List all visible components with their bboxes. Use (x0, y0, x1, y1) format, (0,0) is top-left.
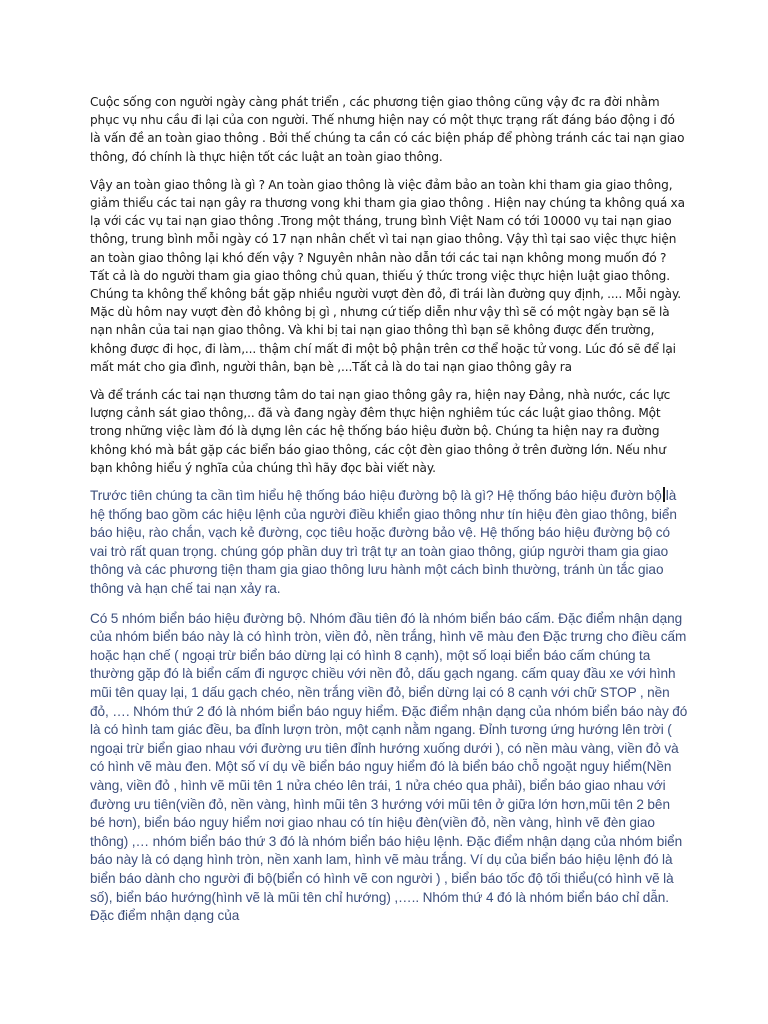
text-cursor (663, 487, 665, 502)
paragraph-what-is-traffic-safety: Vậy an toàn giao thông là gì ? An toàn giao thông là việc đảm bảo an toàn khi tham gia giao thông, giảm thiểu các tai nạn gây ra thương vong khi tham gia giao thông . Hiện nay chúng ta không quá xa lạ với các vụ tai nạn giao thông .Trong một tháng, trung bình Việt Nam có tới 10000 vụ tai nạn giao thông, trung bình mỗi ngày có 17 nạn nhân chết vì tai nạn giao thông. Vậy thì tại sao việc thực hiện an toàn giao thông lại khó đến vậy ? Nguyên nhân nào dẫn tới các tai nạn không mong muốn đó ? Tất cả là do người tham gia giao thông chủ quan, thiếu ý thức trong việc thực hiện luật giao thông. Chúng ta không thể không bắt gặp nhiều người vượt đèn đỏ, đi trái làn đường quy định, .... Mỗi ngày. Mặc dù hôm nay vượt đèn đỏ không bị gì , nhưng cứ tiếp diễn như vậy thì sẽ có một ngày bạn sẽ là nạn nhân của tai nạn giao thông. Và khi bị tai nạn giao thông thì bạn sẽ không được đến trường, không được đi học, đi làm,... thậm chí mất đi một bộ phận trên cơ thể hoặc tử vong. Lúc đó sẽ để lại mất mát cho gia đình, người thân, bạn bè ,...Tất cả là do tai nạn giao thông gây ra (90, 177, 685, 374)
paragraph-signal-system-text-end: là hệ thống bao gồm các hiệu lệnh của người điều khiển giao thông như tín hiệu đèn giao thông, biển báo hiệu, rào chắn, vạch kẻ đường, cọc tiêu hoặc đường bảo vệ. Hệ thống báo hiệu đường bộ có vai trò rất quan trọng. chúng góp phần duy trì trật tự an toàn giao thông, giúp người tham gia giao thông và các phương tiện tham gia giao thông lưu hành một cách bình thường, tránh ùn tắc giao thông và hạn chế tai nạn xảy ra. (90, 488, 677, 597)
paragraph-prevention: Và để tránh các tai nạn thương tâm do tai nạn giao thông gây ra, hiện nay Đảng, nhà nước, các lực lượng cảnh sát giao thông,.. đã và đang ngày đêm thực hiện nghiêm túc các luật giao thông. Một trong những việc làm đó là dựng lên các hệ thống báo hiệu đườn bộ. Chúng ta hiện nay ra đường không khó mà bắt gặp các biển báo giao thông, các cột đèn giao thông ở trên đường lớn. Nếu như bạn không hiểu ý nghĩa của chúng thì hãy đọc bài viết này. (90, 388, 671, 475)
paragraph-signal-system-text-start: Trước tiên chúng ta cần tìm hiểu hệ thống báo hiệu đường bộ là gì? Hệ thống báo hiệu đườn bộ (90, 488, 662, 504)
paragraph-signal-system[interactable] (90, 487, 688, 599)
paragraph-sign-groups: Có 5 nhóm biển báo hiệu đường bộ. Nhóm đầu tiên đó là nhóm biển báo cấm. Đặc điểm nhận dạng của nhóm biển báo này là có hình tròn, viền đỏ, nền trắng, hình vẽ màu đen Đặc trưng cho điều cấm hoặc hạn chế ( ngoại trừ biển báo dừng lại có hình 8 cạnh), một số loại biển báo cấm chúng ta thường gặp đó là biển cấm đi ngược chiều với nền đỏ, dấu gạch ngang. cấm quay đầu xe với hình mũi tên quay lại, 1 dấu gạch chéo, nền trắng viền đỏ, biển dừng lại có 8 cạnh với chữ STOP , nền đỏ, …. Nhóm thứ 2 đó là nhóm biển báo nguy hiểm. Đặc điểm nhận dạng của nhóm biển báo này đó là có hình tam giác đều, ba đỉnh lượn tròn, một cạnh nằm ngang. Đỉnh tương ứng hướng lên trời ( ngoại trừ biển giao nhau với đường ưu tiên đỉnh hướng xuống dưới ), có nền màu vàng, viền đỏ và có hình vẽ màu đen. Một số ví dụ về biển báo nguy hiểm đó là biển báo chỗ ngoặt nguy hiểm(Nền vàng, viền đỏ , hình vẽ mũi tên 1 nửa chéo lên trái, 1 nửa chéo qua phải), biển báo giao nhau với đường ưu tiên(viền đỏ, nền vàng, hình mũi tên 3 hướng với mũi tên ở giữa lớn hơn,mũi tên 2 bên bé hơn), biển báo nguy hiểm nơi giao nhau có tín hiệu đèn(viền đỏ, nền vàng, hình vẽ đèn giao thông) ,… nhóm biển báo thứ 3 đó là nhóm biển báo hiệu lệnh. Đặc điểm nhận dạng của nhóm biển báo này là có dạng hình tròn, nền xanh lam, hình vẽ màu trắng. Ví dụ của biển báo hiệu lệnh đó là biển báo dành cho người đi bộ(biển có hình vẽ con người ) , biển báo tốc độ tối thiểu(có hình vẽ là số), biển báo hướng(hình vẽ là mũi tên chỉ hướng) ,….. Nhóm thứ 4 đó là nhóm biển báo chỉ dẫn. Đặc điểm nhận dạng của (90, 610, 688, 924)
paragraph-intro: Cuộc sống con người ngày càng phát triển , các phương tiện giao thông cũng vậy đc ra đời nhằm phục vụ nhu cầu đi lại của con người. Thế nhưng hiện nay có một thực trạng rất đáng báo động i đó là vấn đề an toàn giao thông . Bởi thế chúng ta cần có các biện pháp để phòng tránh các tai nạn giao thông, đó chính là thực hiện tốt các luật an toàn giao thông. (90, 95, 685, 164)
document-page (90, 93, 688, 937)
